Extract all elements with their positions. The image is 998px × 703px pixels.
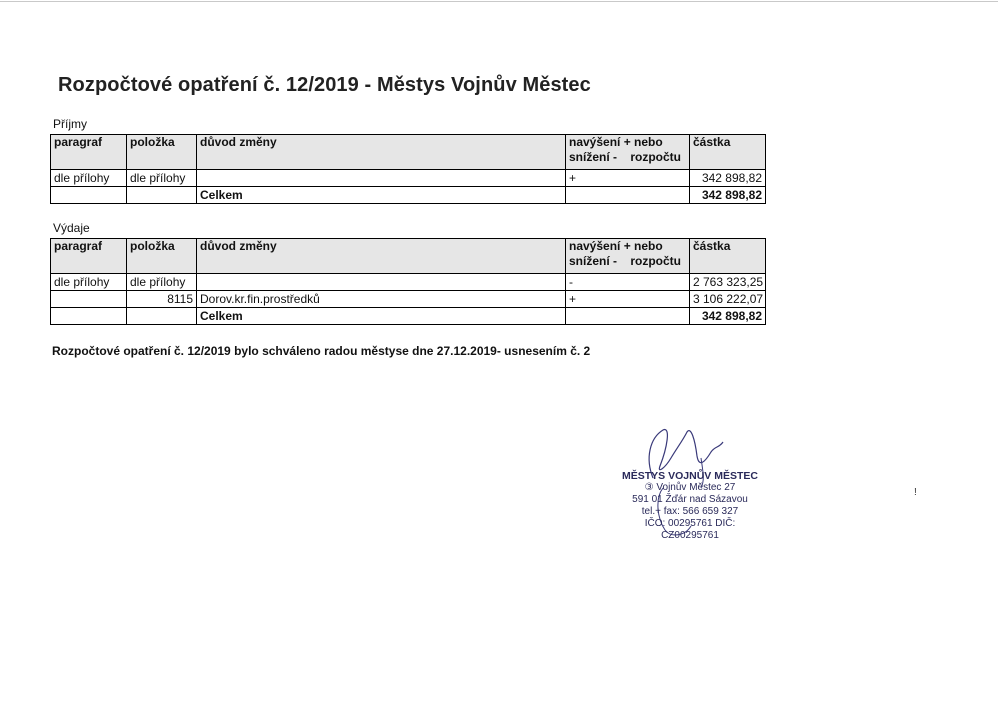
total-row xyxy=(51,187,766,204)
stamp-text xyxy=(615,470,765,542)
col-paragraf: paragraf xyxy=(51,135,127,170)
col-polozka: položka xyxy=(127,239,197,274)
table-row xyxy=(51,170,766,187)
official-stamp xyxy=(605,418,775,548)
stamp-line-1: MĚSTYS VOJNŮV MĚSTEC xyxy=(622,470,758,482)
col-zmena xyxy=(566,135,690,170)
row-duvod xyxy=(197,170,566,187)
row-castka: 3 106 222,07 xyxy=(690,291,766,308)
col-zmena-line2: snížení - rozpočtu xyxy=(569,254,682,268)
col-zmena-line1: navýšení + nebo xyxy=(569,135,663,149)
row-paragraf xyxy=(51,291,127,308)
row-paragraf: dle přílohy xyxy=(51,170,127,187)
row-polozka: 8115 xyxy=(127,291,197,308)
row-zmena: + xyxy=(566,170,690,187)
expense-table xyxy=(50,238,766,325)
row-zmena: - xyxy=(566,274,690,291)
row-duvod xyxy=(197,274,566,291)
total-value: 342 898,82 xyxy=(690,308,766,325)
col-castka: částka xyxy=(690,239,766,274)
col-zmena-line2: snížení - rozpočtu xyxy=(569,150,682,164)
row-paragraf: dle přílohy xyxy=(51,274,127,291)
approval-note: Rozpočtové opatření č. 12/2019 bylo schváleno radou městyse dne 27.12.2019- usnesením č. 2 xyxy=(52,344,591,358)
total-label: Celkem xyxy=(197,308,566,325)
total-label: Celkem xyxy=(197,187,566,204)
expense-header-row xyxy=(51,239,766,274)
col-zmena-line1: navýšení + nebo xyxy=(569,239,663,253)
col-polozka: položka xyxy=(127,135,197,170)
row-polozka: dle přílohy xyxy=(127,274,197,291)
document-title: Rozpočtové opatření č. 12/2019 - Městys Vojnův Městec xyxy=(58,74,591,96)
income-section-label: Příjmy xyxy=(53,117,87,131)
page-top-rule xyxy=(0,1,998,2)
total-row xyxy=(51,308,766,325)
stamp-line-4: tel.+ fax: 566 659 327 xyxy=(641,506,739,517)
stamp-line-5: IČO: 00295761 DIČ: CZ00295761 xyxy=(644,518,736,541)
stamp-line-2: ③ Vojnův Městec 27 xyxy=(644,482,736,493)
table-row xyxy=(51,274,766,291)
col-duvod: důvod změny xyxy=(197,239,566,274)
col-castka: částka xyxy=(690,135,766,170)
income-table xyxy=(50,134,766,204)
income-header-row xyxy=(51,135,766,170)
col-zmena xyxy=(566,239,690,274)
stamp-line-3: 591 01 Žďár nad Sázavou xyxy=(632,494,748,505)
table-row xyxy=(51,291,766,308)
total-value: 342 898,82 xyxy=(690,187,766,204)
row-zmena: + xyxy=(566,291,690,308)
col-duvod: důvod změny xyxy=(197,135,566,170)
row-castka: 2 763 323,25 xyxy=(690,274,766,291)
row-polozka: dle přílohy xyxy=(127,170,197,187)
col-paragraf: paragraf xyxy=(51,239,127,274)
expense-section-label: Výdaje xyxy=(53,221,90,235)
row-duvod: Dorov.kr.fin.prostředků xyxy=(197,291,566,308)
stray-mark: ! xyxy=(914,487,917,498)
row-castka: 342 898,82 xyxy=(690,170,766,187)
